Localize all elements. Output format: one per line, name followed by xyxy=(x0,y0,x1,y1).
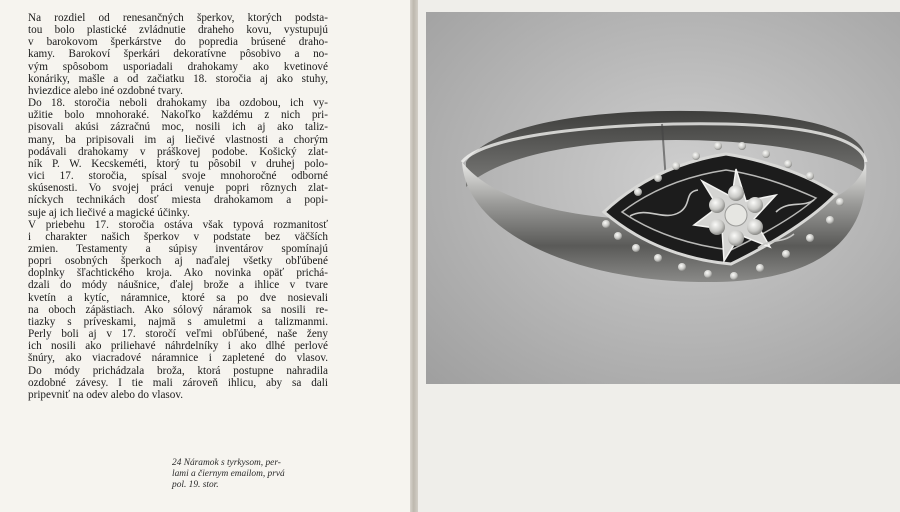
caption-line: lami a čiernym emailom, prvá xyxy=(172,469,285,479)
text-line: na oboch zápästiach. Ako sólový náramok sa nosili re- xyxy=(28,303,328,316)
text-line: vici 17. storočia, spísal svoje mnohoročné odborné xyxy=(28,170,328,183)
body-text xyxy=(28,12,328,401)
figure-caption xyxy=(172,458,322,491)
text-line: suje aj ich liečivé a magické účinky. xyxy=(28,206,190,219)
text-line: skúsenosti. Vo svojej práci venuje popri rôznych zlat- xyxy=(28,182,328,195)
text-line: many, ba pripisovali im aj liečivé vlastnosti a chorým xyxy=(28,133,328,146)
text-line: tou bolo plastické zvládnutie draheho kovu, vystupujú xyxy=(28,24,328,37)
text-line: Do módy prichádzala broža, ktorá postupne nahradila xyxy=(28,364,328,377)
text-line: ozdobné závesy. I tie mali zároveň ihlicu, aby sa dali xyxy=(28,376,328,389)
bracelet-illustration xyxy=(426,12,900,384)
text-line: šnúry, ako viacradové náramnice i zapletené do vlasov. xyxy=(28,352,328,365)
caption-line: pol. 19. stor. xyxy=(172,480,219,490)
text-line: dzali do módy náušnice, ďalej brože a ihlice v tvare xyxy=(28,279,328,292)
text-line: Na rozdiel od renesančných šperkov, ktorých podsta- xyxy=(28,12,328,24)
text-line: vým spôsobom usporiadali drahokamy ako kvetinové xyxy=(28,60,328,73)
text-line: i charakter našich šperkov v podstate bez väčších xyxy=(28,230,328,243)
text-line: tiazky s príveskami, najmä s amuletmi a talizmanmi. xyxy=(28,315,328,328)
right-page xyxy=(418,0,900,512)
text-line: kamy. Barokoví šperkári dekoratívne pôsobivo a no- xyxy=(28,48,328,61)
text-line: kvetín a kytíc, náramnice, ktoré sa po dve nosievali xyxy=(28,291,328,304)
text-line: níckych technikách dosť miesta drahokamom a popi- xyxy=(28,194,328,207)
text-line: zmien. Testamenty a súpisy inventárov spomínajú xyxy=(28,242,328,255)
text-line: doplnky šľachtického kroja. Ako novinka opäť prichá- xyxy=(28,267,328,280)
bracelet-photo xyxy=(426,12,900,384)
text-line: pripevniť na odev alebo do vlasov. xyxy=(28,388,184,401)
text-line: Do 18. storočia neboli drahokamy iba ozdobou, ich vy- xyxy=(28,97,328,110)
text-line: ník P. W. Kecskeméti, ktorý tu pôsobil v druhej polo- xyxy=(28,157,328,170)
text-line: popri osobných šperkoch aj naďalej všetky obľúbené xyxy=(28,255,328,268)
turquoise-stone xyxy=(725,204,747,226)
caption-line: 24 Náramok s tyrkysom, per- xyxy=(172,458,281,468)
left-page xyxy=(0,0,412,512)
text-line: hviezdice alebo iné ozdobné tvary. xyxy=(28,84,183,97)
book-gutter xyxy=(410,0,418,512)
text-line: ich nosili ako priliehavé náhrdelníky i ako dlhé perlové xyxy=(28,340,328,353)
text-line: pisovali akúsi zázračnú moc, nosili ich aj ako taliz- xyxy=(28,121,328,134)
text-line: podávali drahokamy v práškovej podobe. Košický zlat- xyxy=(28,145,328,158)
text-line: v barokovom šperkárstve do popredia brúsené draho- xyxy=(28,36,328,49)
text-line: konáriky, mašle a od začiatku 18. storočia aj ako stuhy, xyxy=(28,72,328,85)
text-line: Perly boli aj v 17. storočí veľmi obľúbené, naše ženy xyxy=(28,328,328,341)
text-line: užitie bolo mnohoraké. Nakoľko každému z nich pri- xyxy=(28,109,328,122)
text-line: V priebehu 17. storočia ostáva však typová rozmanitosť xyxy=(28,218,328,231)
